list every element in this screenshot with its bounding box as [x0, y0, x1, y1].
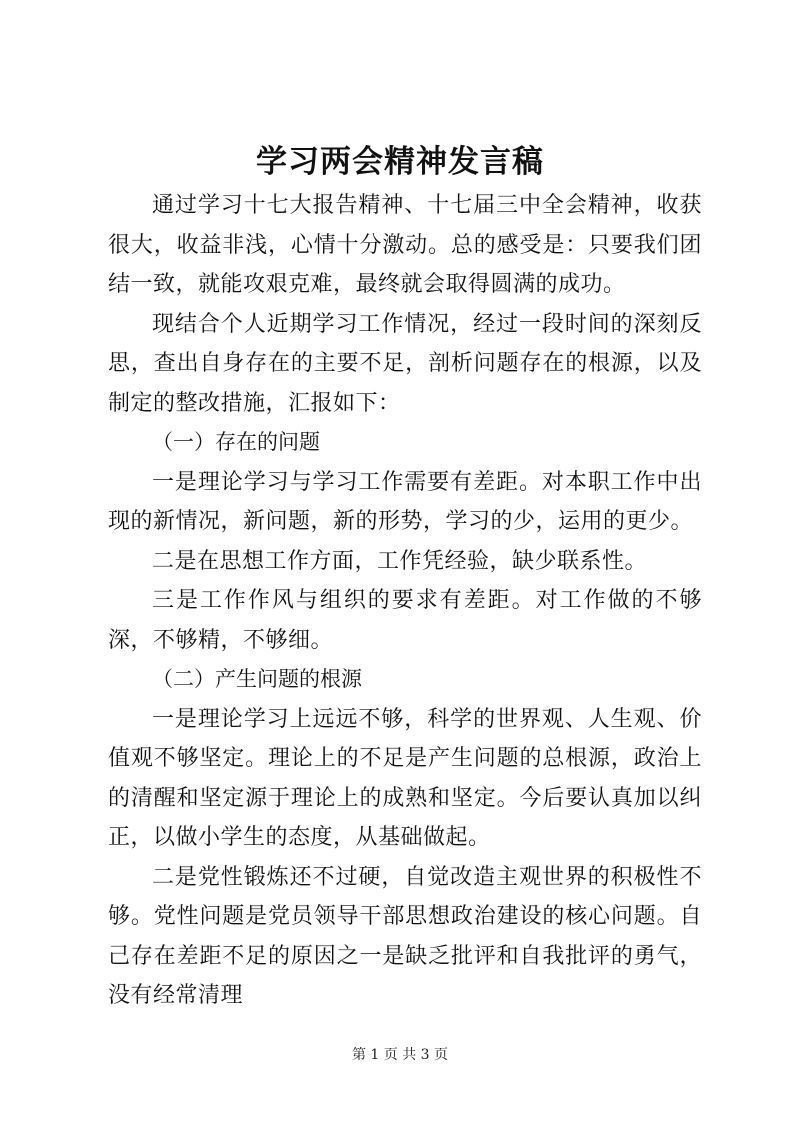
paragraph-cause-1: 一是理论学习上远远不够，科学的世界观、人生观、价值观不够坚定。理论上的不足是产生问题的总根源，政治上的清醒和坚定源于理论上的成熟和坚定。今后要认真加以纠正，以做小学生的态度，从基础做起。	[108, 706, 702, 850]
section-heading-problems: （一）存在的问题	[152, 430, 320, 454]
document-body	[108, 186, 702, 1016]
paragraph-summary: 现结合个人近期学习工作情况，经过一段时间的深刻反思，查出自身存在的主要不足，剖析问题存在的根源，以及制定的整改措施，汇报如下：	[108, 311, 702, 416]
paragraph-intro: 通过学习十七大报告精神、十七届三中全会精神，收获很大，收益非浅，心情十分激动。总的感受是：只要我们团结一致，就能攻艰克难，最终就会取得圆满的成功。	[108, 193, 702, 297]
paragraph-cause-2: 二是党性锻炼还不过硬，自觉改造主观世界的积极性不够。党性问题是党员领导干部思想政治建设的核心问题。自己存在差距不足的原因之一是缺乏批评和自我批评的勇气，没有经常清理	[108, 864, 702, 1008]
paragraph-problem-1: 一是理论学习与学习工作需要有差距。对本职工作中出现的新情况，新问题，新的形势，学习的少，运用的更少。	[108, 469, 702, 534]
paragraph-problem-3: 三是工作作风与组织的要求有差距。对工作做的不够深，不够精，不够细。	[108, 588, 702, 653]
paragraph-problem-2: 二是在思想工作方面，工作凭经验，缺少联系性。	[152, 548, 648, 574]
document-title: 学习两会精神发言稿	[256, 144, 544, 180]
section-heading-root-causes: （二）产生问题的根源	[152, 667, 362, 691]
page-footer: 第 1 页 共 3 页	[351, 1047, 449, 1063]
